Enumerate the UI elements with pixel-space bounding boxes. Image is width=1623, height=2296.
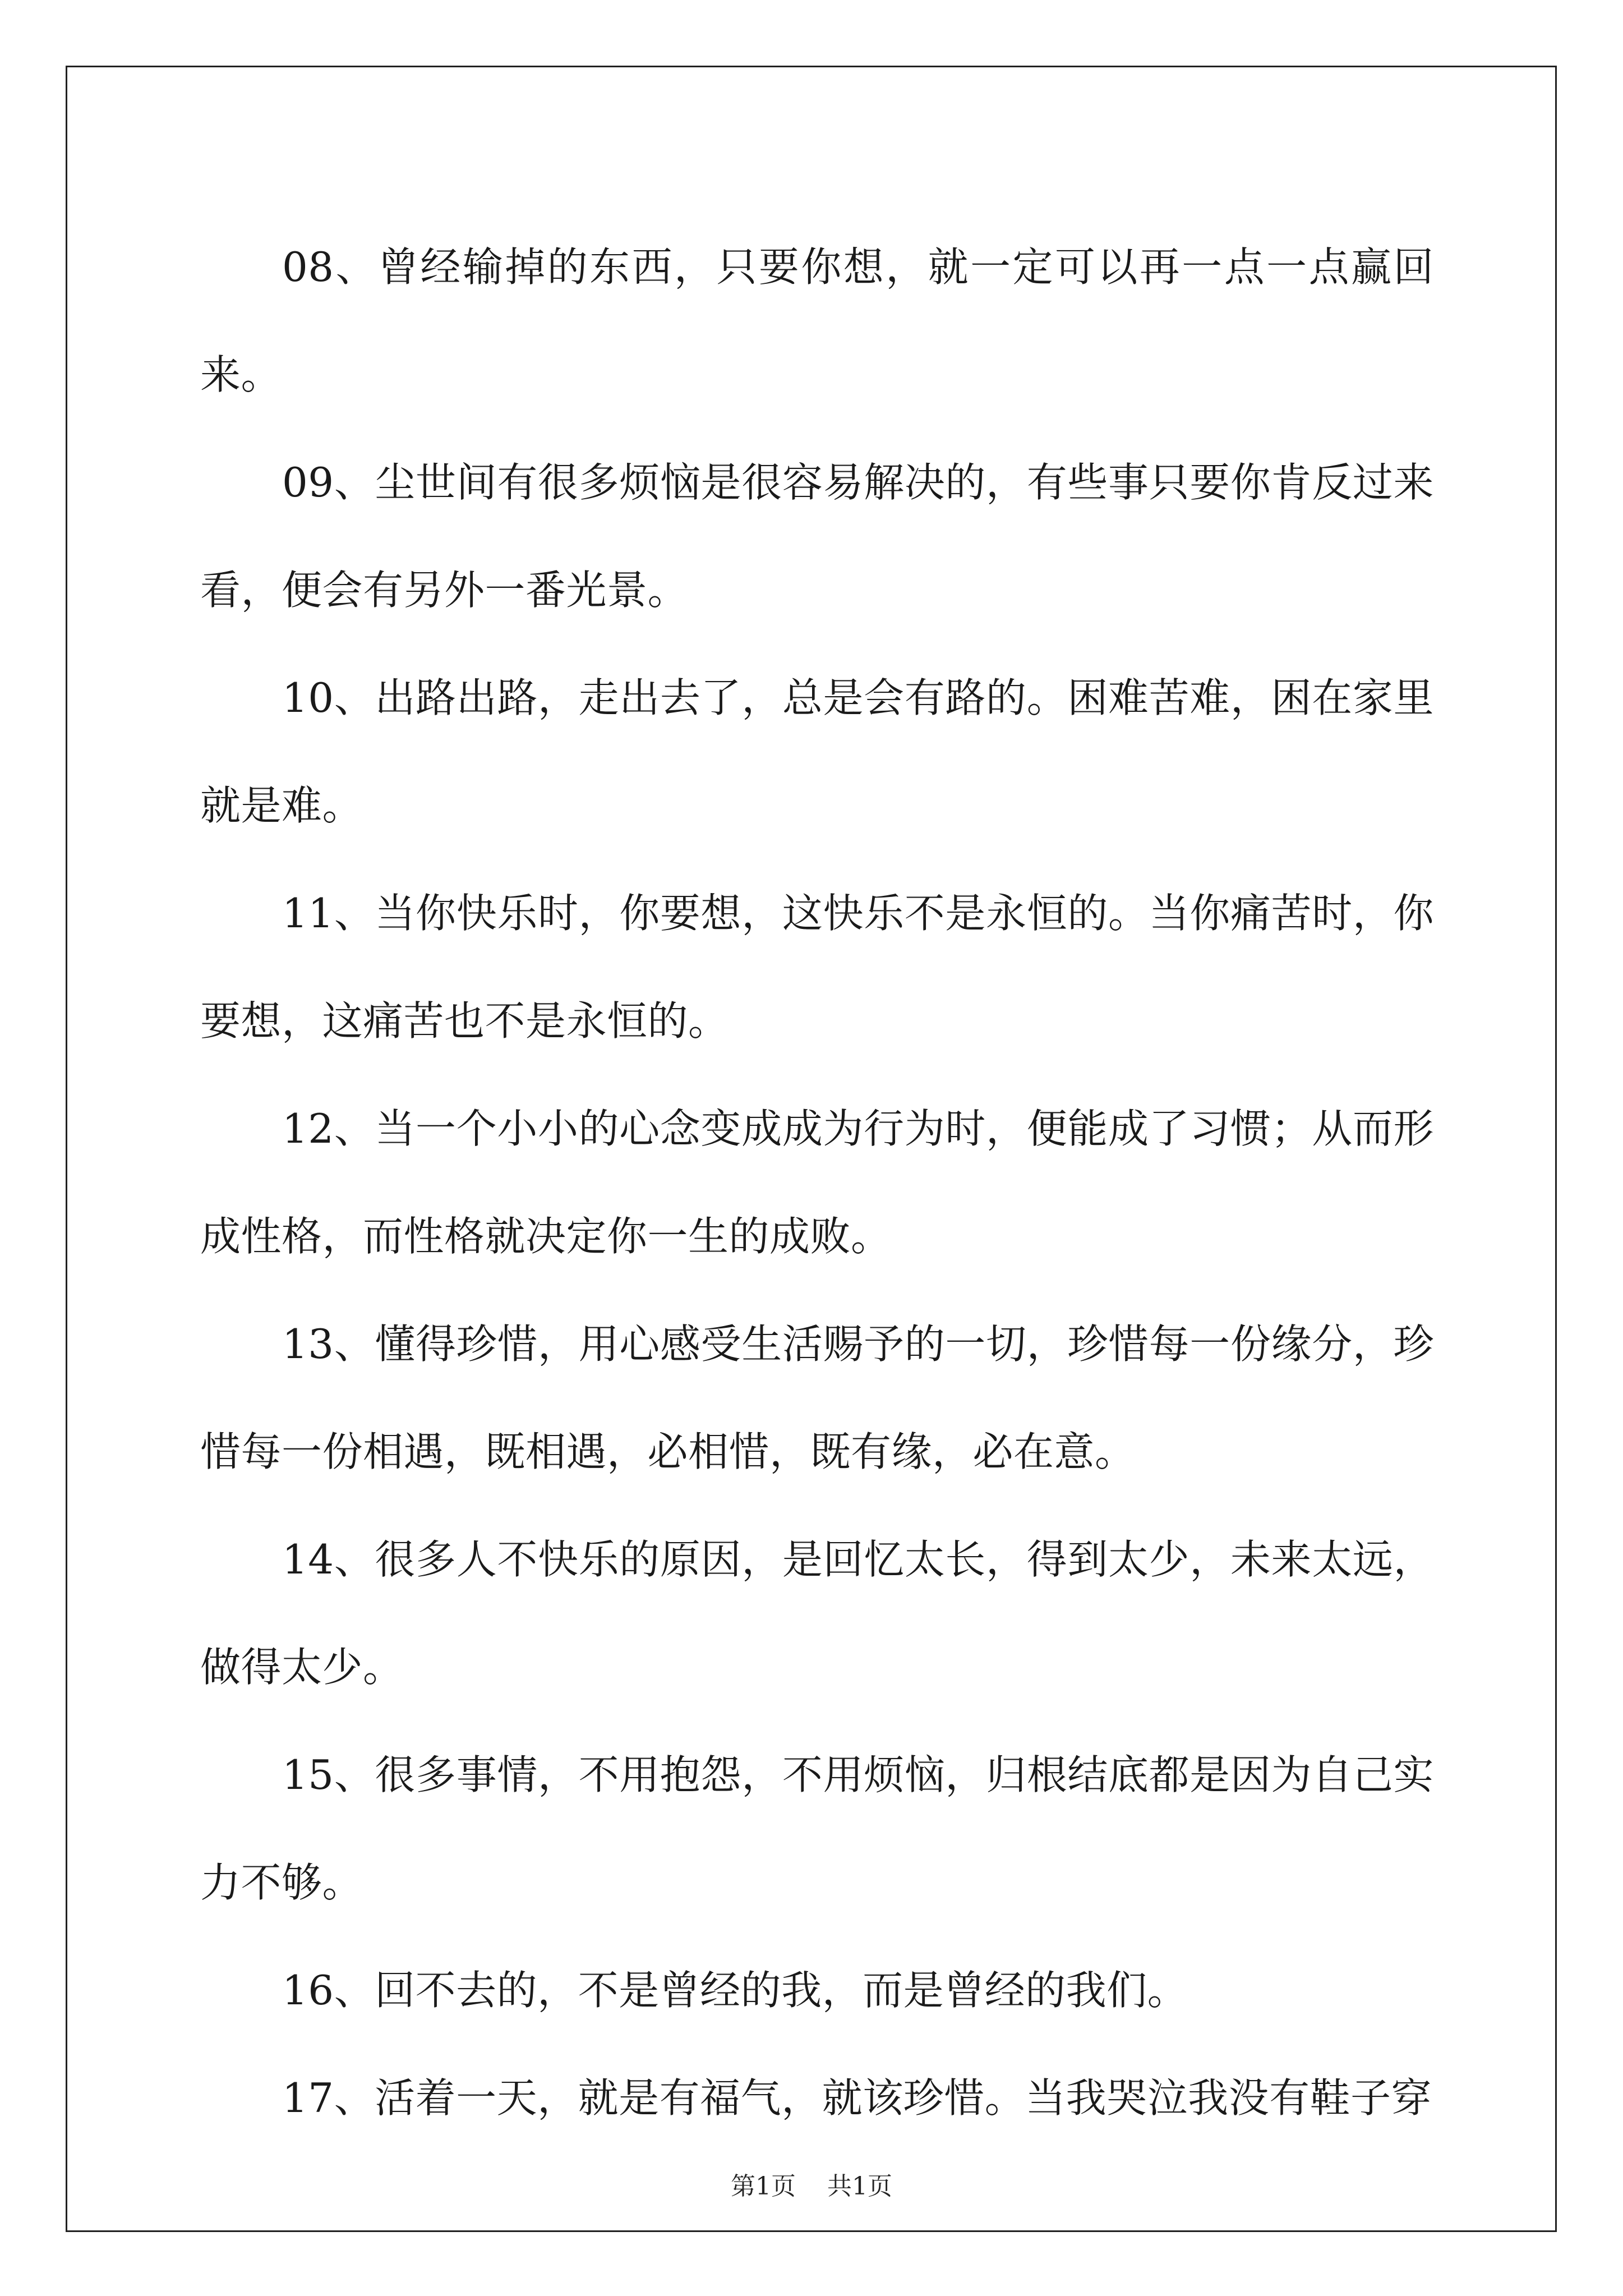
paragraph-16: 16、回不去的，不是曾经的我，而是曾经的我们。 — [282, 1967, 1188, 2014]
page-number-current: 第1页 — [731, 2172, 796, 2201]
page-number-total: 共1页 — [827, 2172, 892, 2201]
paragraph-15: 15、很多事情，不用抱怨，不用烦恼，归根结底都是因为自己实力不够。 — [200, 1751, 1434, 1906]
paragraph-10: 10、出路出路，走出去了，总是会有路的。困难苦难，困在家里就是难。 — [200, 674, 1434, 829]
document-body — [200, 213, 1434, 2152]
paragraph-12: 12、当一个小小的心念变成成为行为时，便能成了习惯；从而形成性格，而性格就决定你一生的成败。 — [200, 1105, 1434, 1260]
paragraph-13: 13、懂得珍惜，用心感受生活赐予的一切，珍惜每一份缘分，珍惜每一份相遇，既相遇，必相惜，既有缘，必在意。 — [200, 1320, 1434, 1475]
paragraph-11: 11、当你快乐时，你要想，这快乐不是永恒的。当你痛苦时，你要想，这痛苦也不是永恒的。 — [200, 890, 1434, 1045]
paragraph-09: 09、尘世间有很多烦恼是很容易解决的，有些事只要你肯反过来看，便会有另外一番光景。 — [200, 459, 1434, 614]
paragraph-08: 08、曾经输掉的东西，只要你想，就一定可以再一点一点赢回来。 — [200, 243, 1434, 398]
page-footer — [0, 2170, 1623, 2203]
paragraph-14: 14、很多人不快乐的原因，是回忆太长，得到太少，未来太远，做得太少。 — [200, 1536, 1434, 1691]
paragraph-17: 17、活着一天，就是有福气，就该珍惜。当我哭泣我没有鞋子穿 — [282, 2074, 1432, 2122]
